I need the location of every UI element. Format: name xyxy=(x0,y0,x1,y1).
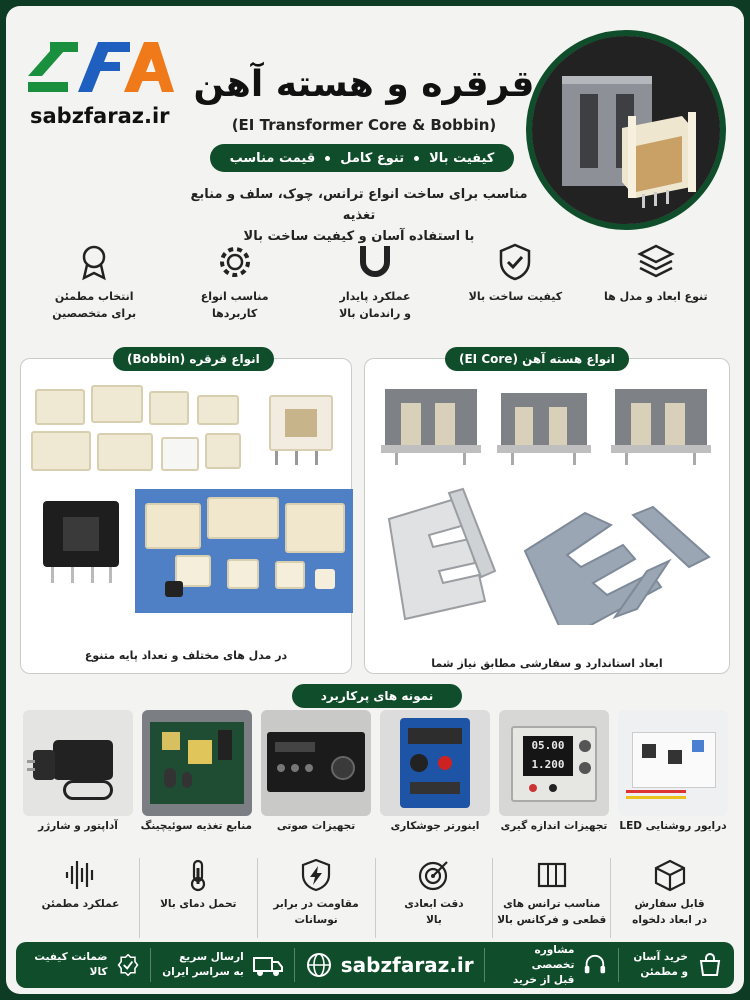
footer-website[interactable] xyxy=(294,948,484,982)
application-item xyxy=(618,710,728,832)
page-subtitle: (EI Transformer Core & Bobbin) xyxy=(231,116,497,134)
bobbin-card xyxy=(20,352,352,674)
benefit-line-1: مناسب ترانس های xyxy=(503,898,601,910)
benefit-item xyxy=(257,858,375,938)
application-item xyxy=(23,710,133,832)
footer-line-1: مشاوره تخصصی xyxy=(531,943,575,971)
applications-tag: نمونه های پرکاربرد xyxy=(292,684,462,708)
layers-icon xyxy=(636,242,676,282)
application-label: منابع تغذیه سوئیچینگ xyxy=(140,820,252,832)
feature-item xyxy=(586,242,726,332)
ei-core-assembled-images xyxy=(375,379,721,469)
applications-row xyxy=(22,710,728,832)
target-icon xyxy=(417,858,451,892)
feature-line-1: انتخاب مطمئن xyxy=(54,290,134,303)
application-item xyxy=(261,710,371,832)
site-name[interactable]: sabzfaraz.ir xyxy=(30,104,170,128)
black-bobbin-image xyxy=(37,495,129,587)
ei-core-card-tag: انواع هسته آهن (EI Core) xyxy=(445,347,629,371)
footer-fast-shipping xyxy=(150,948,294,982)
page-title: قرقره و هسته آهن xyxy=(193,64,535,105)
adapter-charger-image xyxy=(23,710,133,816)
application-label: تجهیزات صوتی xyxy=(276,820,356,832)
benefit-line-2: بالا xyxy=(426,914,442,926)
badge-check-icon xyxy=(116,951,140,979)
application-item xyxy=(499,710,609,832)
application-label: درایور روشنایی LED xyxy=(619,820,727,832)
waveform-icon xyxy=(63,858,97,892)
footer-line-1: خرید آسان xyxy=(633,951,688,963)
application-item xyxy=(142,710,252,832)
benefit-line-2: قطعی و فرکانس بالا xyxy=(497,914,607,926)
magnet-icon xyxy=(355,242,395,282)
bullet-dot xyxy=(414,156,419,161)
transformer-icon xyxy=(535,858,569,892)
feature-line-2: کاربردها xyxy=(211,307,258,320)
footer-bar xyxy=(16,942,734,988)
measurement-equipment-image xyxy=(499,710,609,816)
benefit-line-1: تحمل دمای بالا xyxy=(160,898,237,910)
feature-line-2: برای متخصصین xyxy=(52,307,137,320)
footer-line-2: و مطمئن xyxy=(640,966,688,978)
benefit-line-1: قابل سفارش xyxy=(634,898,705,910)
benefit-item xyxy=(22,858,139,938)
sfa-logo xyxy=(28,36,174,98)
award-icon xyxy=(74,242,114,282)
bullet-dot xyxy=(325,156,330,161)
benefit-item xyxy=(375,858,493,938)
ei-core-card xyxy=(364,352,730,674)
display-readout-2: 1.200 xyxy=(531,758,565,771)
bolt-shield-icon xyxy=(299,858,333,892)
feature-line-1: تنوع ابعاد و مدل ها xyxy=(604,290,708,303)
feature-line-1: مناسب انواع xyxy=(200,290,269,303)
intro-line-1: مناسب برای ساخت انواع ترانس، چوک، سلف و منابع تغذیه xyxy=(190,187,528,223)
feature-item xyxy=(445,242,585,332)
shield-check-icon xyxy=(495,242,535,282)
feature-line-1: کیفیت ساخت بالا xyxy=(468,290,563,303)
led-driver-image xyxy=(618,710,728,816)
truck-icon xyxy=(252,951,284,979)
benefit-line-1: مقاومت در برابر xyxy=(273,898,359,910)
highlight-quality: کیفیت بالا xyxy=(429,150,495,166)
intro-line-2: با استفاده آسان و کیفیت ساخت بالا xyxy=(243,229,475,244)
globe-icon xyxy=(305,951,333,979)
thermometer-icon xyxy=(181,858,215,892)
hero-core-bobbin-image xyxy=(526,30,726,230)
bobbin-single-image xyxy=(261,389,341,469)
switching-power-supply-image xyxy=(142,710,252,816)
benefit-item xyxy=(610,858,728,938)
highlight-price: قیمت مناسب xyxy=(229,150,316,166)
application-label: اینورتر جوشکاری xyxy=(390,820,480,832)
ei-laminations-image xyxy=(375,485,721,625)
highlights-pill xyxy=(210,144,514,172)
benefit-item xyxy=(492,858,610,938)
bobbin-card-tag: انواع قرقره (Bobbin) xyxy=(113,347,274,371)
application-label: آداپتور و شارژر xyxy=(38,820,118,832)
bobbin-blue-photo xyxy=(135,489,353,613)
feature-item xyxy=(305,242,445,332)
footer-consulting xyxy=(484,943,619,986)
headset-icon xyxy=(582,951,608,979)
gear-icon xyxy=(215,242,255,282)
footer-line-2: به سراسر ایران xyxy=(162,966,244,978)
flyer-page xyxy=(6,6,744,994)
cart-icon xyxy=(696,951,724,979)
footer-line-1: ارسال سریع xyxy=(179,951,244,963)
footer-easy-purchase xyxy=(618,948,734,982)
feature-item xyxy=(164,242,304,332)
benefits-row xyxy=(22,858,728,938)
features-row xyxy=(24,242,726,332)
highlight-variety: تنوع کامل xyxy=(340,150,405,166)
benefit-line-2: نوسانات xyxy=(294,914,338,926)
footer-site-link[interactable]: sabzfaraz.ir xyxy=(340,952,474,977)
display-readout-1: 05.00 xyxy=(531,739,565,752)
benefit-line-1: دقت ابعادی xyxy=(404,898,464,910)
benefit-item xyxy=(139,858,257,938)
application-item xyxy=(380,710,490,832)
bobbin-assortment-image xyxy=(31,381,251,481)
audio-equipment-image xyxy=(261,710,371,816)
ei-core-card-caption: ابعاد استاندارد و سفارشی مطابق نیاز شما xyxy=(431,657,663,670)
feature-line-1: عملکرد پایدار xyxy=(339,290,411,303)
feature-line-2: و راندمان بالا xyxy=(339,307,411,320)
footer-line-1: ضمانت کیفیت کالا xyxy=(34,951,108,978)
bobbin-card-caption: در مدل های مختلف و تعداد پایه متنوع xyxy=(84,649,288,662)
application-label: تجهیزات اندازه گیری xyxy=(500,820,608,832)
intro-description xyxy=(184,184,534,247)
footer-line-2: قبل از خرید xyxy=(512,973,575,986)
feature-item xyxy=(24,242,164,332)
footer-quality-guarantee xyxy=(16,948,150,982)
box-icon xyxy=(653,858,687,892)
benefit-line-1: عملکرد مطمئن xyxy=(41,898,120,910)
benefit-line-2: در ابعاد دلخواه xyxy=(632,914,707,926)
welding-inverter-image xyxy=(380,710,490,816)
